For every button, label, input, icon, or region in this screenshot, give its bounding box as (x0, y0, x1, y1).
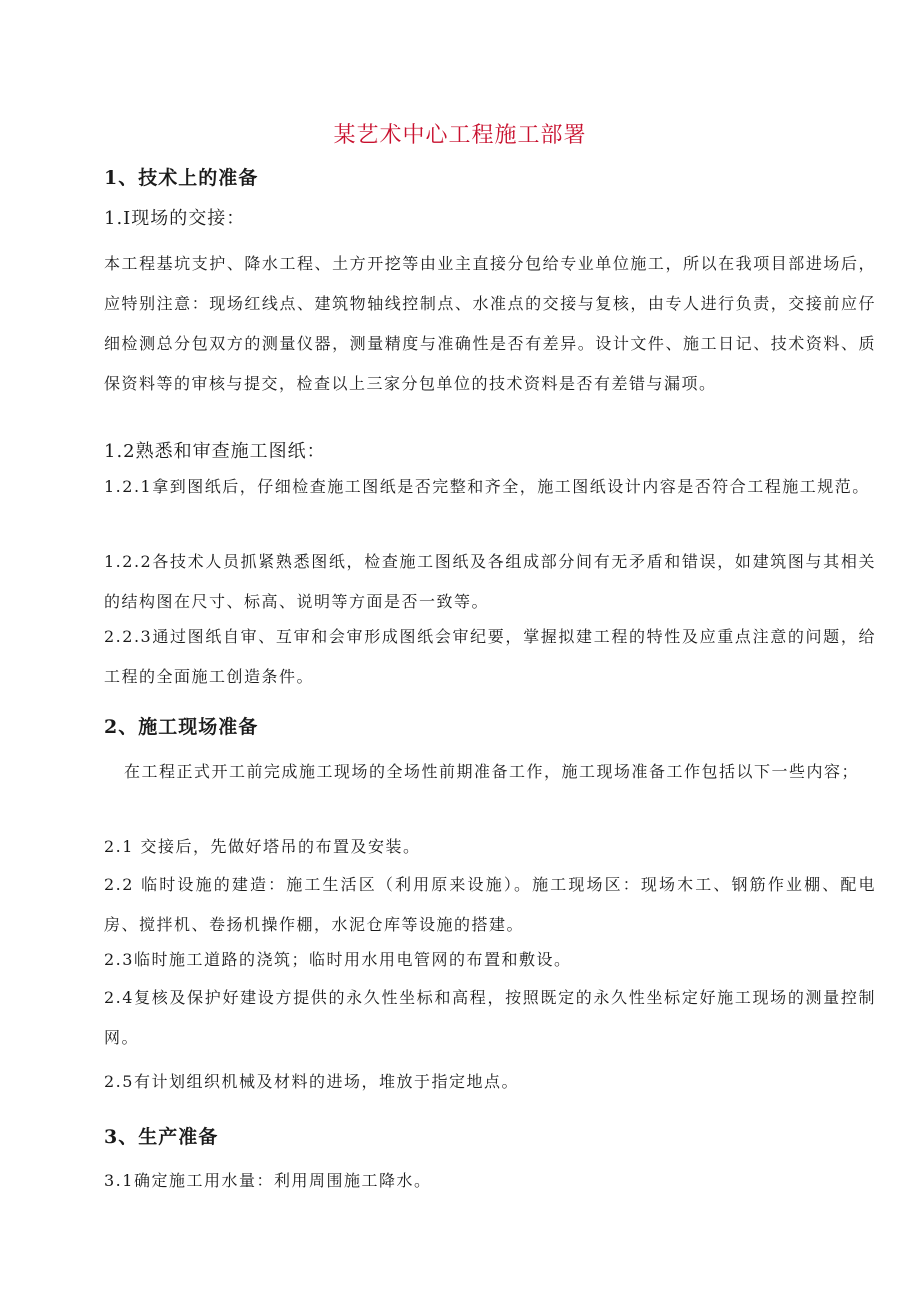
section-2-3-paragraph: 2.3临时施工道路的浇筑；临时用水用电管网的布置和敷设。 (104, 950, 572, 969)
section-1-2-2-paragraph: 1.2.2各技术人员抓紧熟悉图纸，检查施工图纸及各组成部分间有无矛盾和错误，如建筑图与其相关的结构图在尺寸、标高、说明等方面是否一致等。 (104, 552, 876, 611)
section-2-5-paragraph: 2.5有计划组织机械及材料的进场，堆放于指定地点。 (104, 1072, 519, 1091)
section-2-4-paragraph: 2.4复核及保护好建设方提供的永久性坐标和高程，按照既定的永久性坐标定好施工现场的测量控制网。 (104, 988, 876, 1047)
section-3-1-paragraph: 3.1确定施工用水量：利用周围施工降水。 (104, 1171, 432, 1190)
section-2-2-paragraph: 2.2 临时设施的建造：施工生活区（利用原来设施）。施工现场区：现场木工、钢筋作业棚、配电房、搅拌机、卷扬机操作棚，水泥仓库等设施的搭建。 (104, 875, 876, 934)
section-1-heading: 1、技术上的准备 (104, 167, 259, 189)
section-1-2-1-paragraph: 1.2.1拿到图纸后，仔细检查施工图纸是否完整和齐全，施工图纸设计内容是否符合工程施工规范。 (104, 477, 870, 496)
section-1-2-heading: 1.2熟悉和审查施工图纸： (104, 441, 326, 462)
section-1-1-heading: 1.I现场的交接： (104, 208, 246, 229)
section-1-1-body: 本工程基坑支护、降水工程、土方开挖等由业主直接分包给专业单位施工，所以在我项目部进场后，应特别注意：现场红线点、建筑物轴线控制点、水准点的交接与复核，由专人进行负责，交接前应仔细检测总分包双方的测量仪器，测量精度与准确性是否有差异。设计文件、施工日记、技术资料、质保资料等的审核与提交，检查以上三家分包单位的技术资料是否有差错与漏项。 (104, 254, 876, 393)
section-2-1-paragraph: 2.1 交接后，先做好塔吊的布置及安装。 (104, 837, 421, 856)
section-2-intro: 在工程正式开工前完成施工现场的全场性前期准备工作，施工现场准备工作包括以下一些内容； (124, 762, 860, 781)
section-2-heading: 2、施工现场准备 (104, 716, 259, 738)
section-3-heading: 3、生产准备 (104, 1126, 219, 1148)
section-1-2-3-paragraph: 2.2.3通过图纸自审、互审和会审形成图纸会审纪要，掌握拟建工程的特性及应重点注意的问题，给工程的全面施工创造条件。 (104, 627, 876, 686)
document-title: 某艺术中心工程施工部署 (333, 123, 587, 148)
